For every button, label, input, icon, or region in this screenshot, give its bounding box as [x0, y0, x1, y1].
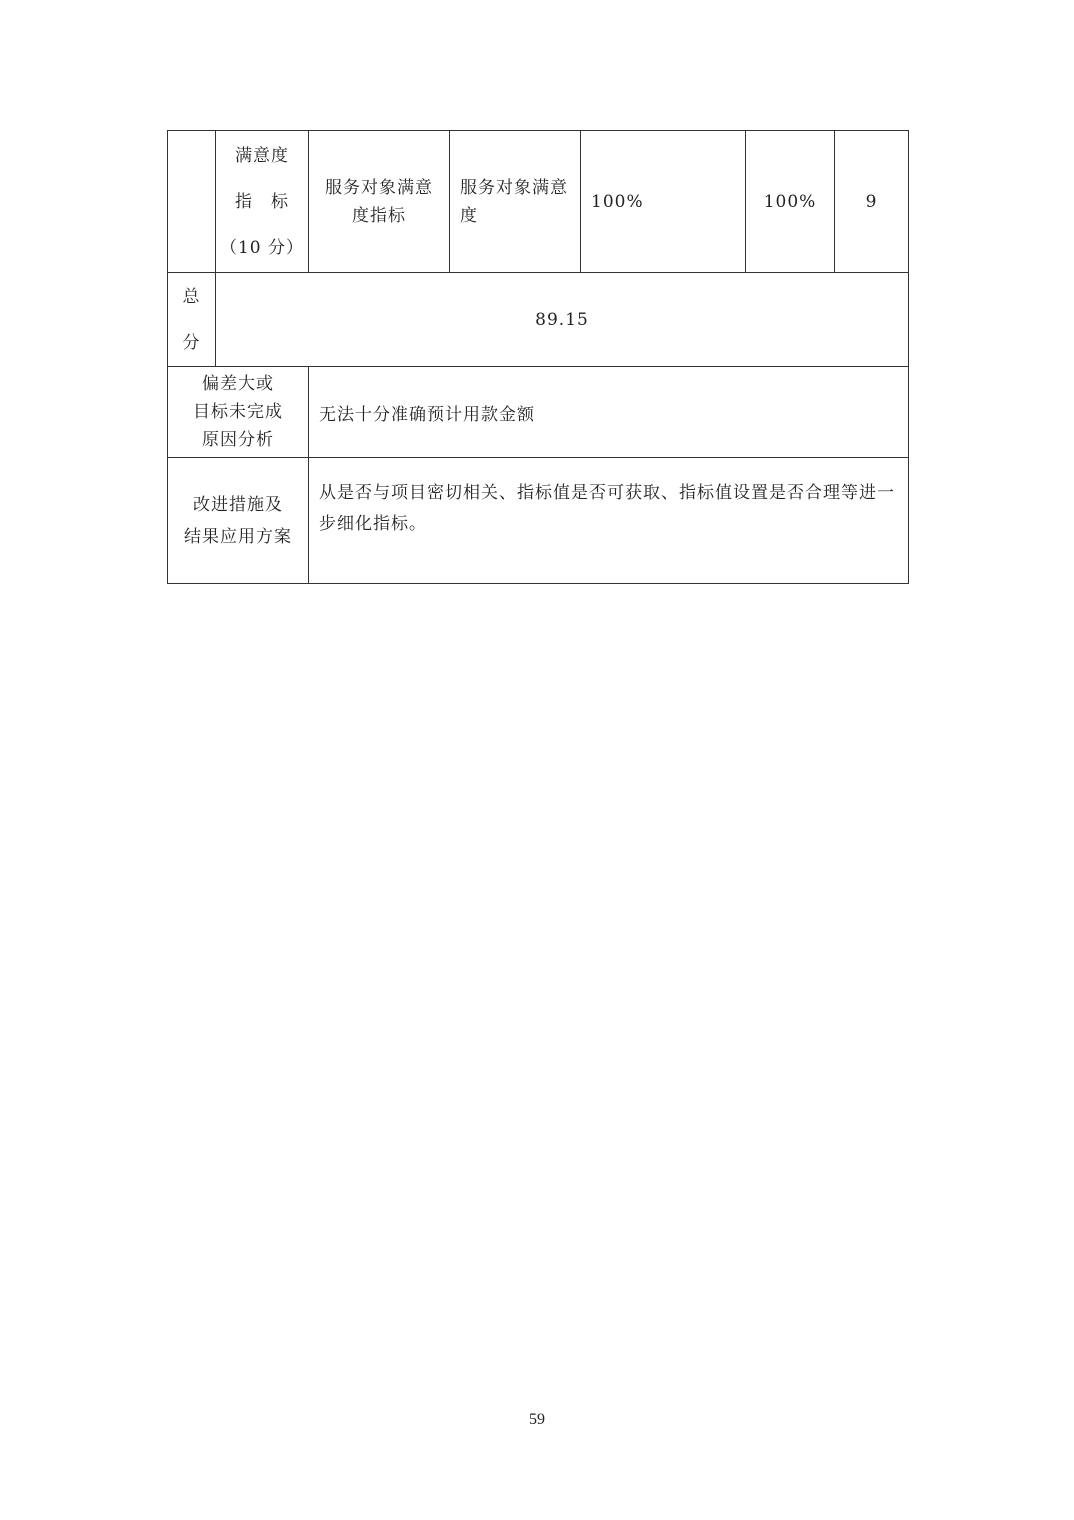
category-line-2: 指 标: [235, 191, 289, 212]
category-line-1: 满意度: [235, 145, 289, 166]
deviation-label-cell: [168, 367, 309, 458]
total-score-cell: 89.15: [216, 273, 909, 367]
score-cell: 9: [835, 131, 909, 273]
total-label-line-1: 总: [182, 286, 201, 307]
improvement-content-cell: 从是否与项目密切相关、指标值是否可获取、指标值设置是否合理等进一步细化指标。: [309, 458, 909, 584]
improvement-label-cell: [168, 458, 309, 584]
empty-primary-cell: [168, 131, 216, 273]
deviation-row: [168, 367, 909, 458]
deviation-label-line-1: 偏差大或: [202, 374, 274, 394]
page-number: 59: [529, 1411, 545, 1428]
deviation-content-cell: 无法十分准确预计用款金额: [309, 367, 909, 458]
category-line-3: （10 分）: [219, 237, 305, 258]
deviation-label-line-3: 原因分析: [202, 430, 274, 450]
total-label-cell: [168, 273, 216, 367]
secondary-indicator-cell: 服务对象满意度指标: [309, 131, 450, 273]
deviation-label-line-2: 目标未完成: [193, 402, 283, 422]
actual-value-cell: 100%: [746, 131, 835, 273]
target-value-cell: 100%: [581, 131, 746, 273]
improvement-label-line-2: 结果应用方案: [184, 526, 292, 547]
performance-evaluation-table: [167, 130, 909, 584]
total-label-line-2: 分: [182, 332, 201, 353]
improvement-label-line-1: 改进措施及: [193, 494, 283, 515]
improvement-row: [168, 458, 909, 584]
total-row: [168, 273, 909, 367]
tertiary-indicator-cell: 服务对象满意度: [450, 131, 581, 273]
satisfaction-category-cell: [216, 131, 309, 273]
satisfaction-row: [168, 131, 909, 273]
